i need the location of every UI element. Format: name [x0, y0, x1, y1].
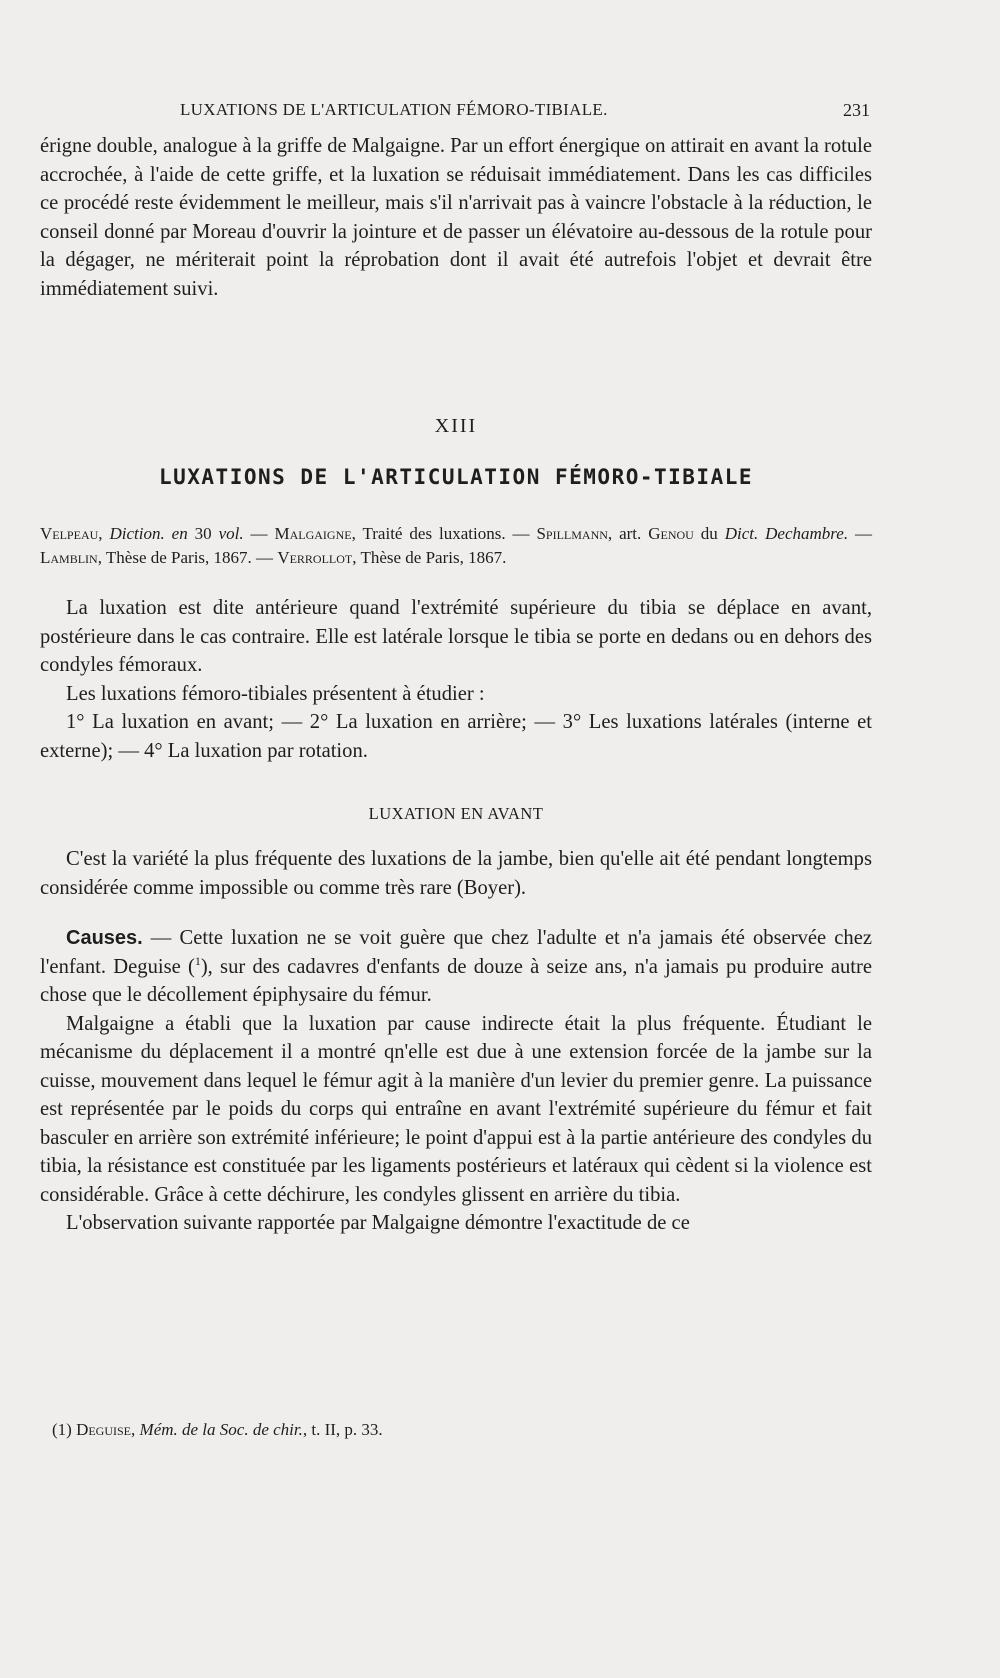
paragraph-list-intro: Les luxations fémoro-tibiales présentent à étudier :: [66, 682, 485, 705]
footnote: [52, 1418, 383, 1442]
bib-author: Malgaigne: [274, 524, 352, 543]
paragraph-observation: L'observation suivante rapportée par Malgaigne démontre l'exactitude de ce: [66, 1212, 690, 1234]
causes-text: ), sur des cadavres d'enfants de douze à seize ans, n'a jamais pu produire autre chose que le décollement épiphysaire du fémur.: [40, 955, 872, 1006]
section-number: XIII: [434, 415, 478, 437]
bib-author: Lamblin: [40, 548, 98, 567]
page-body: [40, 132, 872, 1238]
bib-author: Verrollot: [277, 548, 353, 567]
bibliography: [40, 522, 872, 570]
subsection-title: LUXATION EN AVANT: [368, 804, 544, 823]
bib-text: , Traité des luxations. —: [351, 524, 537, 543]
footnote-marker: (1): [52, 1420, 72, 1439]
bib-work: vol.: [218, 524, 244, 543]
bib-author: Velpeau: [40, 524, 99, 543]
bib-work: Dict. Dechambre.: [724, 524, 849, 543]
paragraph-variety: C'est la variété la plus fréquente des luxations de la jambe, bien qu'elle ait été pendant longtemps considérée comme impossible ou comme très rare (Boyer).: [40, 848, 872, 899]
running-title: LUXATIONS DE L'ARTICULATION FÉMORO-TIBIALE.: [180, 100, 608, 119]
bib-text: , Thèse de Paris, 1867. —: [97, 548, 278, 567]
footnote-text: , t. II, p. 33.: [302, 1420, 383, 1439]
causes-heading: Causes.: [66, 927, 143, 949]
bib-text: , Thèse de Paris, 1867.: [352, 548, 507, 567]
page-number: 231: [843, 100, 870, 120]
footnote-ref: 1: [194, 953, 201, 968]
running-head: [40, 100, 870, 128]
bib-text: , art.: [607, 524, 649, 543]
bib-author: Genou: [648, 524, 694, 543]
bib-work: Diction. en: [109, 524, 188, 543]
section-title: LUXATIONS DE L'ARTICULATION FÉMORO-TIBIALE: [158, 465, 753, 489]
paragraph-continuation: érigne double, analogue à la griffe de Malgaigne. Par un effort énergique on attirait en avant la rotule accrochée, à l'aide de cette griffe, et la luxation se réduisait immédiatement. Dans les cas difficiles ce procédé reste évidemment le meilleur, mais s'il n'arrivait pas à vaincre l'obstacle à la réduction, le conseil donné par Moreau d'ouvrir la jointure et de passer un élévatoire au-dessous de la rotule pour la dégager, ne mériterait point la réprobation dont il avait été autrefois l'objet et devrait être immédiatement suivi.: [40, 135, 873, 300]
bib-text: du: [693, 524, 725, 543]
footnote-work: Mém. de la Soc. de chir.: [139, 1420, 303, 1439]
paragraph-malgaigne: Malgaigne a établi que la luxation par cause indirecte était la plus fréquente. Étudiant le mécanisme du déplacement il a montré qn'elle est due à une extension forcée de la jambe sur la cuisse, mouvement dans lequel le fémur agit à la manière d'un levier du premier genre. La puissance est représentée par le poids du corps qui entraîne en avant l'extrémité supérieure du fémur et fait basculer en arrière son extrémité inférieure; le point d'appui est à la partie antérieure des condyles du tibia, la résistance est constituée par les ligaments postérieurs et latéraux qui cèdent si la violence est considérable. Grâce à cette déchirure, les condyles glissent en arrière du tibia.: [40, 1012, 872, 1206]
paragraph-causes: [40, 924, 872, 1010]
paragraph-intro: La luxation est dite antérieure quand l'extrémité supérieure du tibia se déplace en avant, postérieure dans le cas contraire. Elle est latérale lorsque le tibia se porte en dedans ou en dehors des condyles fémoraux.: [40, 597, 872, 676]
causes-text: — Cette luxation ne se voit guère que chez l'adulte et n'a jamais été observée chez l'enfant. Deguise (: [40, 927, 872, 978]
bib-text: —: [243, 524, 275, 543]
bib-text: —: [848, 524, 873, 543]
footnote-author: Deguise: [76, 1420, 132, 1439]
bib-text: 30: [187, 524, 219, 543]
paragraph-list: 1° La luxation en avant; — 2° La luxation en arrière; — 3° Les luxations latérales (interne et externe); — 4° La luxation par rotation.: [40, 711, 872, 762]
bib-author: Spillmann: [536, 524, 608, 543]
footnote-text: ,: [131, 1420, 140, 1439]
bib-text: ,: [98, 524, 110, 543]
